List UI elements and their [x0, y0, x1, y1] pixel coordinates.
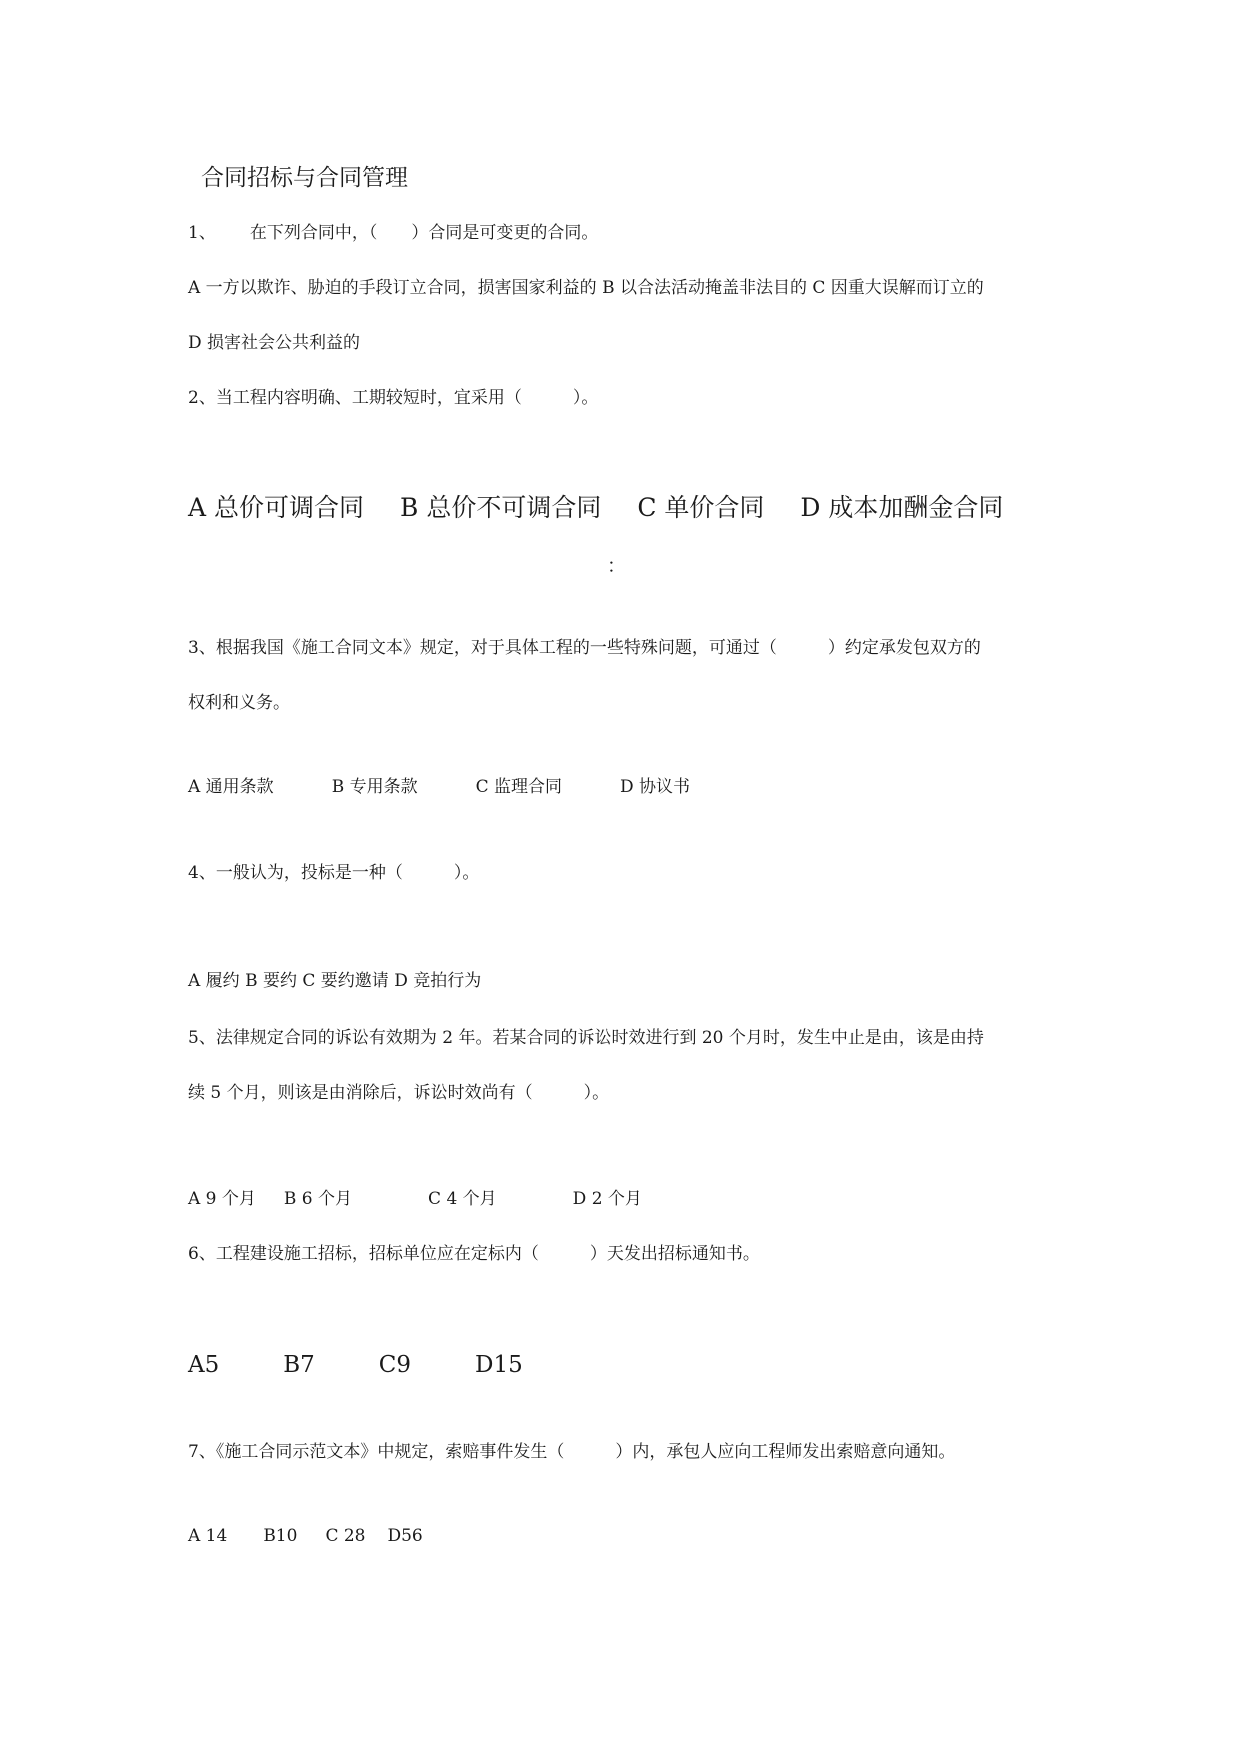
question-2-option-c: C 单价合同 [637, 493, 765, 522]
question-2-option-d: D 成本加酬金合同 [800, 493, 1004, 522]
question-3-options [188, 776, 690, 798]
question-7-option-d: D56 [387, 1526, 423, 1546]
question-7-option-c: C 28 [325, 1526, 366, 1546]
question-5-stem-line2: 续 5 个月，则该是由消除后，诉讼时效尚有（ ）。 [188, 1083, 610, 1103]
question-1-text: 在下列合同中，（ ）合同是可变更的合同。 [249, 223, 599, 243]
question-6-stem: 6、工程建设施工招标，招标单位应在定标内（ ）天发出招标通知书。 [188, 1244, 760, 1264]
page-title: 合同招标与合同管理 [201, 165, 408, 191]
question-5-stem-line1: 5、法律规定合同的诉讼有效期为 2 年。若某合同的诉讼时效进行到 20 个月时，发生中止是由，该是由持 [188, 1028, 984, 1048]
stray-colon-mark: ： [607, 555, 627, 577]
question-1-number: 1、 [188, 223, 216, 243]
question-6-options [188, 1350, 523, 1380]
question-2-options [188, 492, 1003, 524]
question-3-option-d: D 协议书 [620, 777, 691, 797]
question-1-stem [188, 222, 598, 244]
question-7-stem: 7、《施工合同示范文本》中规定，索赔事件发生（ ）内，承包人应向工程师发出索赔意向通知。 [188, 1442, 956, 1462]
question-6-option-d: D15 [475, 1352, 523, 1378]
question-7-option-a: A 14 [188, 1526, 228, 1546]
question-6-option-a: A5 [188, 1352, 220, 1378]
question-4-stem: 4、一般认为，投标是一种（ ）。 [188, 863, 480, 883]
question-5-options [188, 1188, 642, 1210]
question-7-options [188, 1525, 423, 1547]
question-2-option-b: B 总价不可调合同 [400, 493, 602, 522]
question-2-option-a: A 总价可调合同 [188, 493, 365, 522]
question-3-option-c: C 监理合同 [475, 777, 563, 797]
question-5-option-c: C 4 个月 [428, 1189, 497, 1209]
question-5-option-a: A 9 个月 [188, 1189, 256, 1209]
question-4-options: A 履约 B 要约 C 要约邀请 D 竞拍行为 [188, 971, 482, 991]
question-3-stem-line1: 3、根据我国《施工合同文本》规定，对于具体工程的一些特殊问题，可通过（ ）约定承发包双方的 [188, 638, 981, 658]
question-6-option-c: C9 [378, 1352, 412, 1378]
question-7-option-b: B10 [263, 1526, 298, 1546]
question-2-stem: 2、当工程内容明确、工期较短时，宜采用（ ）。 [188, 388, 599, 408]
question-6-option-b: B7 [283, 1352, 315, 1378]
question-3-option-b: B 专用条款 [331, 777, 418, 797]
question-1-options-line1: A 一方以欺诈、胁迫的手段订立合同，损害国家利益的 B 以合法活动掩盖非法目的 C 因重大误解而订立的 [188, 278, 984, 298]
question-3-option-a: A 通用条款 [188, 777, 274, 797]
question-3-stem-line2: 权利和义务。 [188, 693, 290, 713]
question-5-option-d: D 2 个月 [572, 1189, 642, 1209]
question-1-options-line2: D 损害社会公共利益的 [188, 333, 361, 353]
question-5-option-b: B 6 个月 [283, 1189, 353, 1209]
